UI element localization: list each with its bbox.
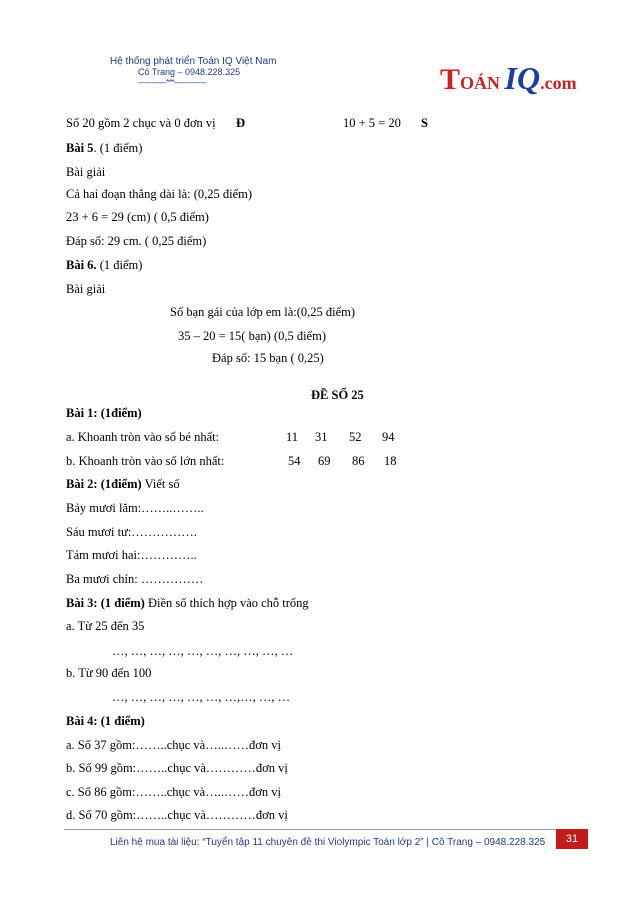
logo-t: T <box>440 63 461 96</box>
bai5-heading <box>66 142 142 155</box>
b4a-text: a. Số 37 gồm:……..chục và…..……đơn vị <box>66 738 281 752</box>
bai5-line-2: 23 + 6 = 29 (cm) ( 0,5 điểm) <box>66 210 209 224</box>
b3a-dots: …, …, …, …, …, …, …, …, …, … <box>112 644 294 658</box>
b4-heading: Bài 4: (1 điểm) <box>66 714 145 728</box>
line-answer-a: Số 20 gồm 2 chục và 0 đơn vị <box>66 116 216 130</box>
bai6-giai: Bài giải <box>66 282 106 296</box>
b1a-text: a. Khoanh tròn vào số bé nhất: <box>66 430 220 444</box>
bai6-line-3: Đáp số: 15 bạn ( 0,25) <box>212 351 324 365</box>
bai6-line-1: Số bạn gái của lớp em là:(0,25 điểm) <box>170 305 356 319</box>
b1b-num: 69 <box>318 454 331 468</box>
bai6-points: (1 điểm) <box>96 258 143 272</box>
b2-line-2: Sáu mươi tư:……………. <box>66 525 197 539</box>
bai5-label: Bài 5 <box>66 141 94 155</box>
b3-label: Bài 3: (1 điểm) <box>66 596 145 610</box>
b1b-num: 18 <box>384 454 397 468</box>
bai6-heading <box>66 259 142 272</box>
b1a-num: 94 <box>382 430 395 444</box>
b1a-num: 11 <box>286 430 299 444</box>
line-answer-c: 10 + 5 = 20 <box>343 116 401 130</box>
logo-com: .com <box>540 73 577 93</box>
b4d-text: d. Số 70 gồm:……..chục và…………đơn vị <box>66 808 288 822</box>
logo <box>440 60 577 97</box>
b2-line-4: Ba mươi chín: …………… <box>66 572 204 586</box>
b1b-text: b. Khoanh tròn vào số lớn nhất: <box>66 454 225 468</box>
footer-divider <box>64 829 588 830</box>
header-author: Cô Trang – 0948.228.325 <box>138 67 241 77</box>
b2-label: Bài 2: (1điểm) <box>66 477 142 491</box>
bai5-points: . (1 điểm) <box>93 141 143 155</box>
b1b-num: 86 <box>352 454 365 468</box>
b2-rest: Viết số <box>141 477 180 491</box>
b1b-num: 54 <box>288 454 301 468</box>
bai6-line-2: 35 – 20 = 15( bạn) (0,5 điểm) <box>178 329 326 343</box>
b3a-text: a. Từ 25 đến 35 <box>66 619 145 633</box>
b3b-text: b. Từ 90 đến 100 <box>66 666 152 680</box>
b3-heading <box>66 597 309 610</box>
mark-d: Đ <box>236 116 246 130</box>
header-org: Hệ thống phát triển Toán IQ Việt Nam <box>110 56 277 67</box>
b1a-num: 31 <box>315 430 328 444</box>
mark-s: S <box>421 116 428 130</box>
b2-line-1: Bảy mươi lăm:……..…….. <box>66 501 204 515</box>
b4b-text: b. Số 99 gồm:……..chục và…………đơn vị <box>66 761 288 775</box>
b3-rest: Điền số thích hợp vào chỗ trống <box>144 596 309 610</box>
b4c-text: c. Số 86 gồm:……..chục và…..……đơn vị <box>66 785 281 799</box>
bai6-label: Bài 6. <box>66 258 97 272</box>
b2-line-3: Tám mươi hai:………….. <box>66 548 197 562</box>
b3b-dots: …, …, …, …, …, …, …,…, …, … <box>112 690 291 704</box>
de-title: ĐỀ SỐ 25 <box>311 388 364 402</box>
page-number: 31 <box>556 829 588 849</box>
bai5-line-3: Đáp số: 29 cm. ( 0,25 điểm) <box>66 234 207 248</box>
bai5-line-1: Cả hai đoạn thẳng dài là: (0,25 điểm) <box>66 187 253 201</box>
logo-oan: OÁN <box>460 73 505 93</box>
b1-heading: Bài 1: (1điểm) <box>66 406 142 420</box>
bai5-giai: Bài giải <box>66 165 106 179</box>
b2-heading <box>66 478 180 491</box>
logo-iq: IQ <box>504 60 541 96</box>
b1a-num: 52 <box>349 430 362 444</box>
footer-text: Liên hệ mua tài liệu: “Tuyển tập 11 chuyên đề thi Violympic Toán lớp 2” | Cô Trang – 0948.228.325 <box>110 837 546 848</box>
header-divider: -------------***--------------- <box>138 78 207 87</box>
